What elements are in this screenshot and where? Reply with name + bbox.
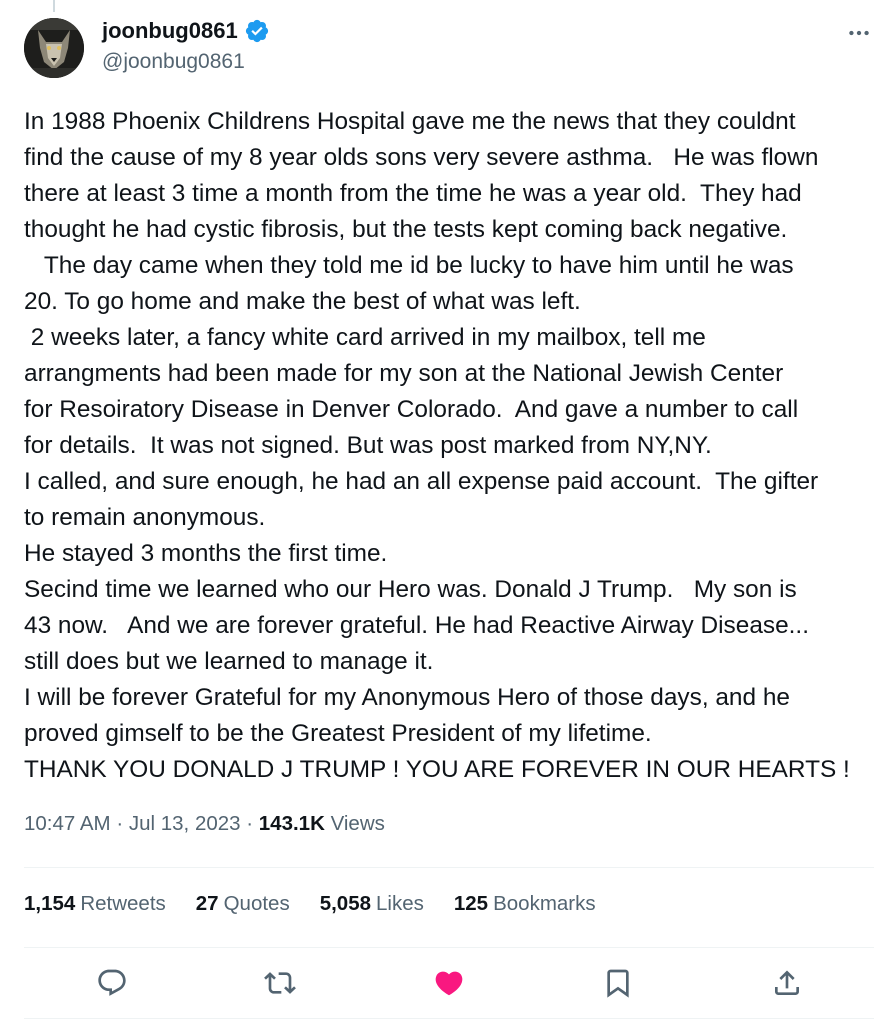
views-label: Views xyxy=(324,812,385,835)
share-icon xyxy=(771,967,803,999)
views-count: 143.1K xyxy=(258,812,325,835)
tweet-text-line: proved gimself to be the Greatest President of my lifetime. xyxy=(24,720,652,747)
share-button[interactable] xyxy=(766,962,808,1004)
tweet-text-line: to remain anonymous. xyxy=(24,504,266,531)
tweet-time[interactable]: 10:47 AM xyxy=(24,812,111,835)
retweet-icon xyxy=(264,967,296,999)
author-handle[interactable]: @joonbug0861 xyxy=(102,50,245,73)
tweet-text-line: He stayed 3 months the first time. xyxy=(24,540,388,567)
bookmark-button[interactable] xyxy=(597,962,639,1004)
author-display-name[interactable]: joonbug0861 xyxy=(102,18,238,43)
tweet-text-line: for details. It was not signed. But was post marked from NY,NY. xyxy=(24,432,712,459)
tweet-text-line: for Resoiratory Disease in Denver Colorado. And gave a number to call xyxy=(24,396,799,423)
tweet-text-line: Secind time we learned who our Hero was. Donald J Trump. My son is xyxy=(24,576,797,603)
more-options-button[interactable] xyxy=(844,20,874,46)
reply-button[interactable] xyxy=(91,962,133,1004)
wolf-avatar-image xyxy=(24,18,84,78)
divider xyxy=(24,867,874,868)
tweet-text-line: THANK YOU DONALD J TRUMP ! YOU ARE FOREVER IN OUR HEARTS ! xyxy=(24,756,850,783)
bookmarks-count: 125 xyxy=(453,892,489,915)
quotes-label: Quotes xyxy=(223,892,290,915)
divider xyxy=(24,947,874,948)
tweet-text xyxy=(24,104,876,788)
heart-filled-icon xyxy=(433,967,465,999)
retweets-count: 1,154 xyxy=(24,892,76,915)
verified-badge-icon[interactable] xyxy=(244,18,270,44)
thread-connector-line xyxy=(53,0,55,12)
tweet-text-line: In 1988 Phoenix Childrens Hospital gave me the news that they couldnt xyxy=(24,108,796,135)
tweet-text-line: I called, and sure enough, he had an all expense paid account. The gifter xyxy=(24,468,819,495)
retweet-button[interactable] xyxy=(259,962,301,1004)
tweet-text-line: 2 weeks later, a fancy white card arrived in my mailbox, tell me xyxy=(24,324,706,351)
tweet-text-line: arrangments had been made for my son at the National Jewish Center xyxy=(24,360,784,387)
tweet-date[interactable]: Jul 13, 2023 xyxy=(128,812,241,835)
divider xyxy=(24,1018,874,1019)
retweets-label: Retweets xyxy=(80,892,166,915)
tweet-text-line: thought he had cystic fibrosis, but the tests kept coming back negative. xyxy=(24,216,788,243)
likes-stat[interactable] xyxy=(320,892,424,916)
tweet-text-line: 20. To go home and make the best of what was left. xyxy=(24,288,581,315)
retweets-stat[interactable] xyxy=(24,892,166,916)
likes-count: 5,058 xyxy=(319,892,372,915)
avatar[interactable] xyxy=(24,18,84,78)
bookmarks-label: Bookmarks xyxy=(493,892,596,915)
action-bar xyxy=(24,962,874,1004)
tweet-text-line: still does but we learned to manage it. xyxy=(24,648,434,675)
like-button[interactable] xyxy=(428,962,470,1004)
tweet-text-line: 43 now. And we are forever grateful. He had Reactive Airway Disease... xyxy=(24,612,809,639)
meta-separator: · xyxy=(240,812,259,835)
meta-separator: · xyxy=(110,812,129,835)
more-horizontal-icon xyxy=(846,20,872,46)
bookmark-icon xyxy=(602,967,634,999)
engagement-stats xyxy=(24,892,626,916)
likes-label: Likes xyxy=(376,892,424,915)
tweet-text-line: there at least 3 time a month from the time he was a year old. They had xyxy=(24,180,802,207)
bookmarks-stat[interactable] xyxy=(454,892,596,916)
quotes-count: 27 xyxy=(195,892,219,915)
tweet-text-line: find the cause of my 8 year olds sons very severe asthma. He was flown xyxy=(24,144,819,171)
tweet-text-line: I will be forever Grateful for my Anonymous Hero of those days, and he xyxy=(24,684,790,711)
tweet-meta xyxy=(24,812,385,836)
tweet-text-line: The day came when they told me id be lucky to have him until he was xyxy=(24,252,794,279)
quotes-stat[interactable] xyxy=(196,892,290,916)
reply-icon xyxy=(96,967,128,999)
